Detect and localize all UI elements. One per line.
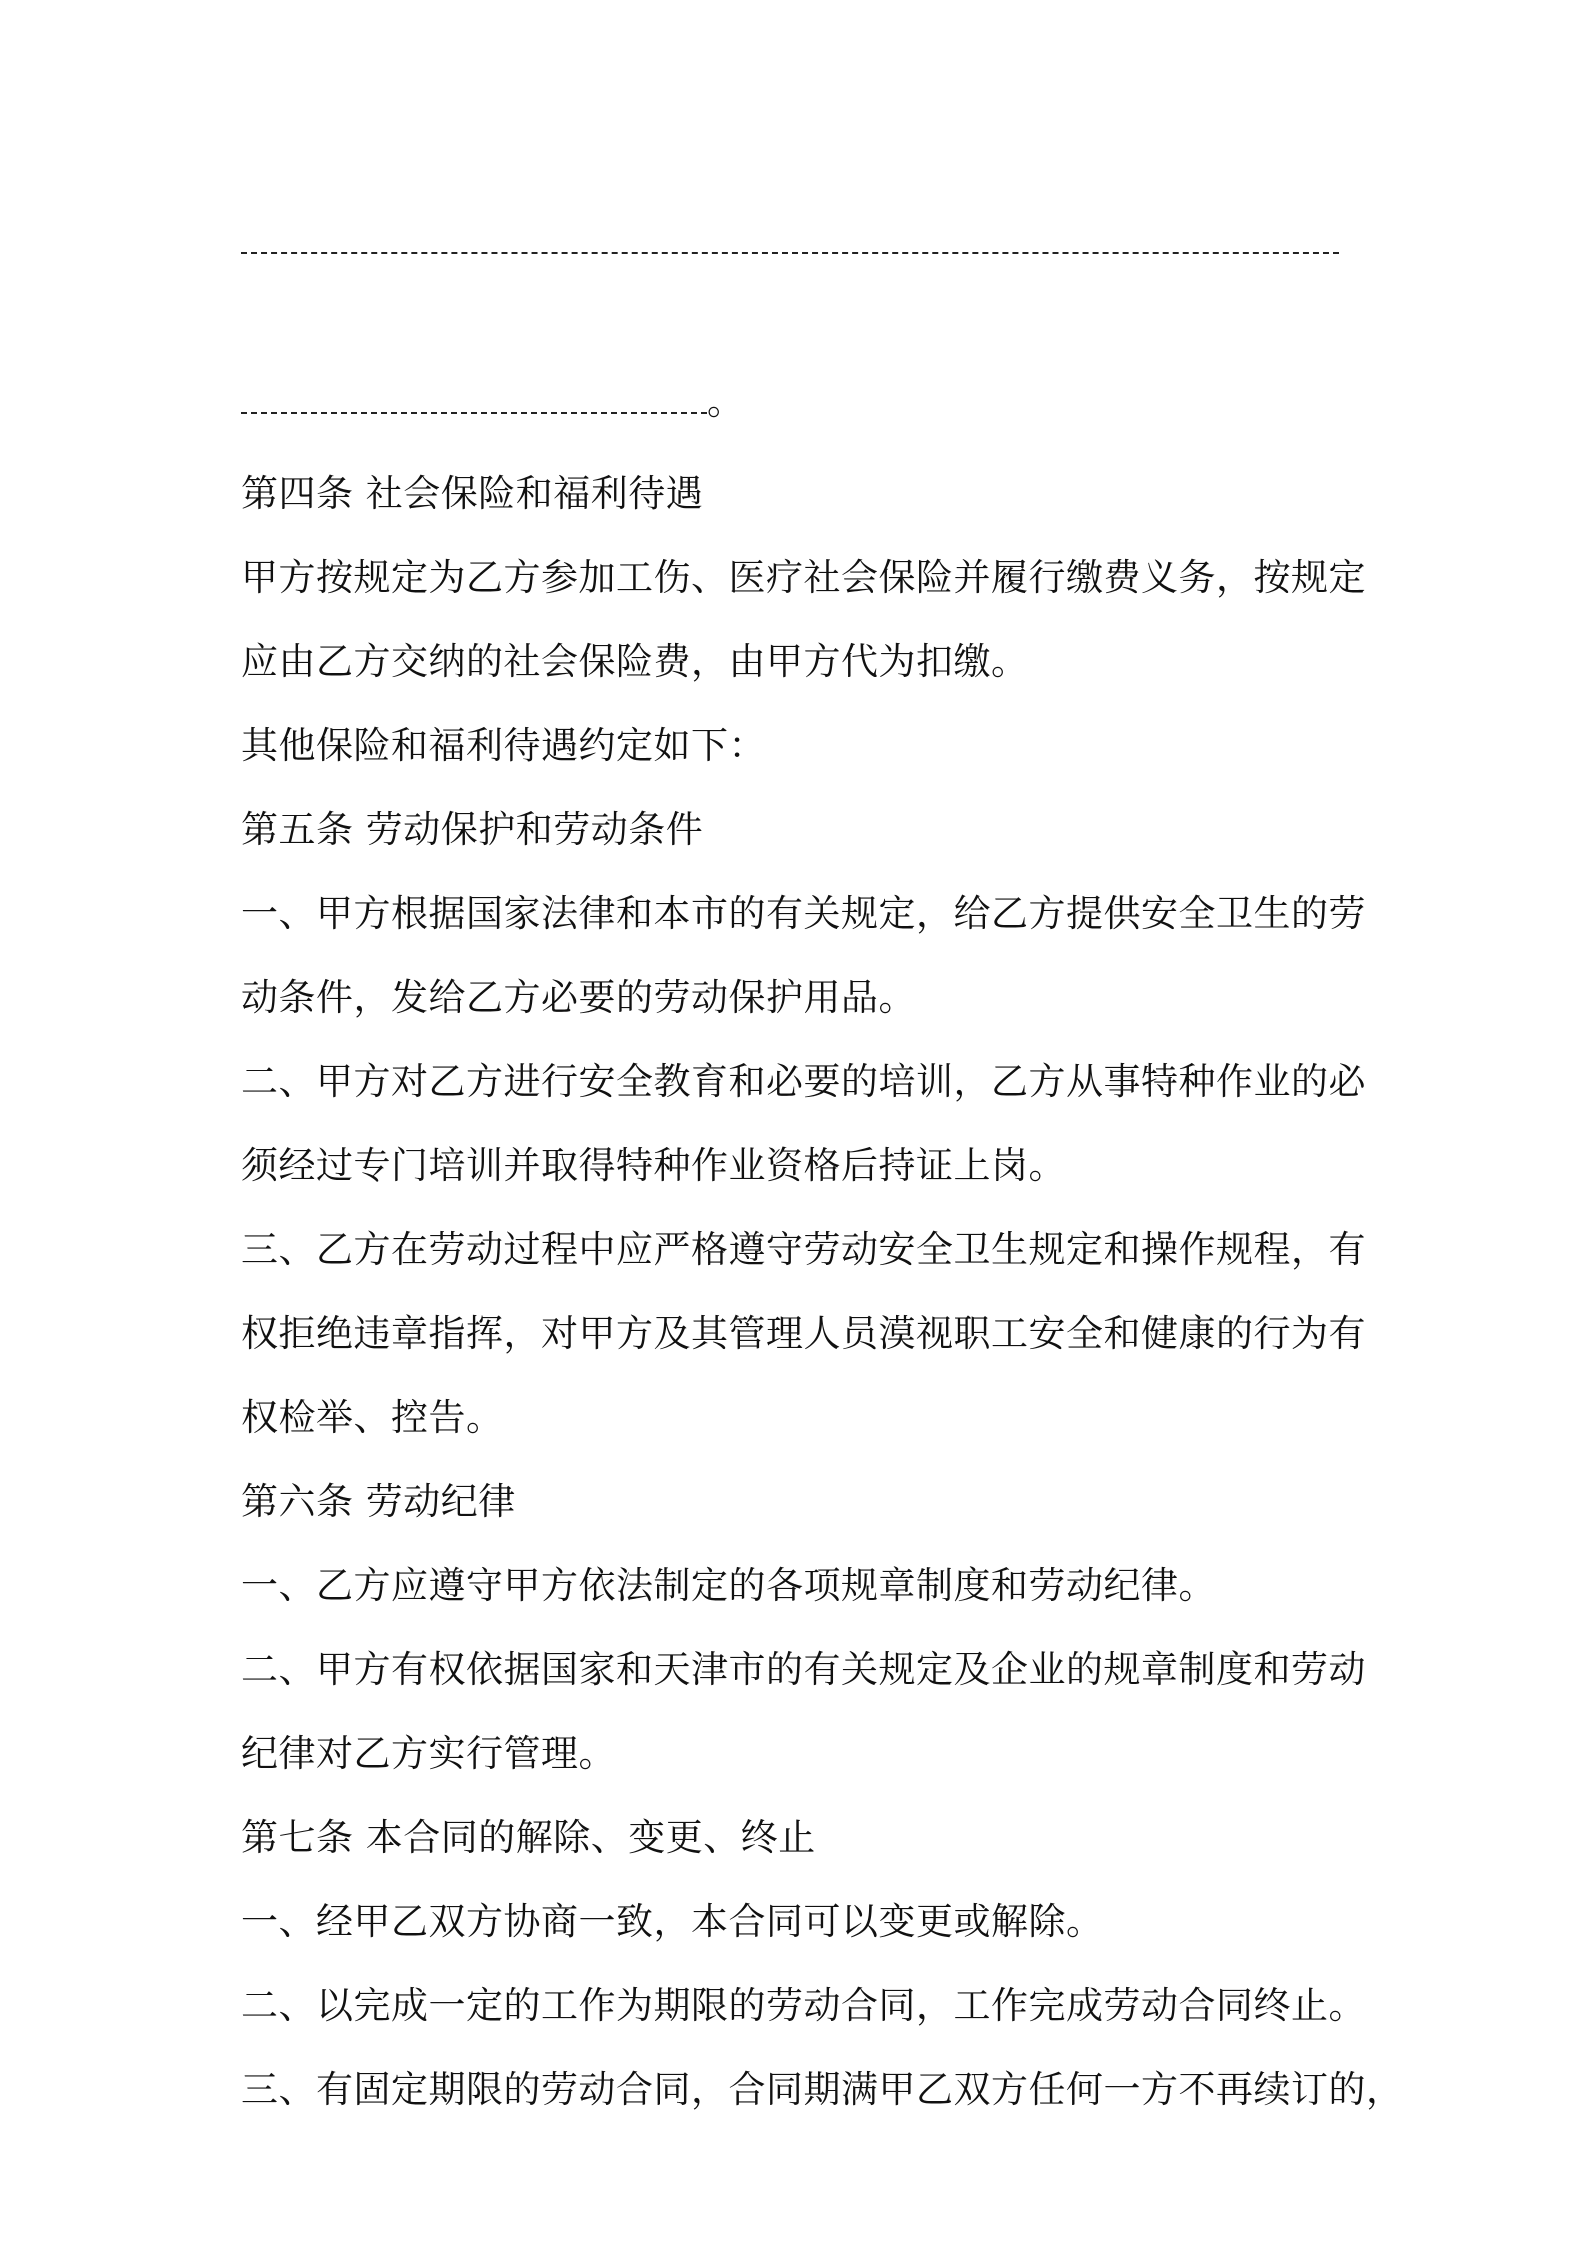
paragraph-line: 权拒绝违章指挥，对甲方及其管理人员漠视职工安全和健康的行为有 xyxy=(241,1312,1366,1355)
article-4-heading: 第四条 社会保险和福利待遇 xyxy=(241,472,704,515)
paragraph-line: 三、乙方在劳动过程中应严格遵守劳动安全卫生规定和操作规程，有 xyxy=(241,1228,1366,1271)
article-7-heading: 第七条 本合同的解除、变更、终止 xyxy=(241,1816,816,1859)
paragraph-line: 甲方按规定为乙方参加工伤、医疗社会保险并履行缴费义务，按规定 xyxy=(241,556,1366,599)
fill-in-blank-line xyxy=(241,200,1361,284)
paragraph-line: 一、经甲乙双方协商一致，本合同可以变更或解除。 xyxy=(241,1900,1104,1943)
document-body xyxy=(241,200,1404,2132)
paragraph-line: 权检举、控告。 xyxy=(241,1396,504,1439)
blank-underline xyxy=(241,252,1339,254)
paragraph-line: 纪律对乙方实行管理。 xyxy=(241,1732,616,1775)
fill-in-blank-line-end xyxy=(241,284,1361,423)
paragraph-line: 动条件，发给乙方必要的劳动保护用品。 xyxy=(241,976,916,1019)
paragraph-line: 须经过专门培训并取得特种作业资格后持证上岗。 xyxy=(241,1144,1066,1187)
article-6-heading: 第六条 劳动纪律 xyxy=(241,1480,516,1523)
paragraph-line: 应由乙方交纳的社会保险费，由甲方代为扣缴。 xyxy=(241,640,1029,683)
paragraph-line: 其他保险和福利待遇约定如下： xyxy=(241,724,766,767)
paragraph-line: 一、甲方根据国家法律和本市的有关规定，给乙方提供安全卫生的劳 xyxy=(241,892,1366,935)
paragraph-line: 二、以完成一定的工作为期限的劳动合同，工作完成劳动合同终止。 xyxy=(241,1984,1366,2027)
paragraph-line: 一、乙方应遵守甲方依法制定的各项规章制度和劳动纪律。 xyxy=(241,1564,1216,1607)
article-5-heading: 第五条 劳动保护和劳动条件 xyxy=(241,808,704,851)
paragraph-line: 三、有固定期限的劳动合同，合同期满甲乙双方任何一方不再续订的， xyxy=(241,2068,1404,2111)
blank-underline xyxy=(241,412,707,414)
paragraph-line: 二、甲方对乙方进行安全教育和必要的培训，乙方从事特种作业的必 xyxy=(241,1060,1366,1103)
paragraph-line: 二、甲方有权依据国家和天津市的有关规定及企业的规章制度和劳动 xyxy=(241,1648,1366,1691)
blank-line-period: 。 xyxy=(707,380,744,423)
